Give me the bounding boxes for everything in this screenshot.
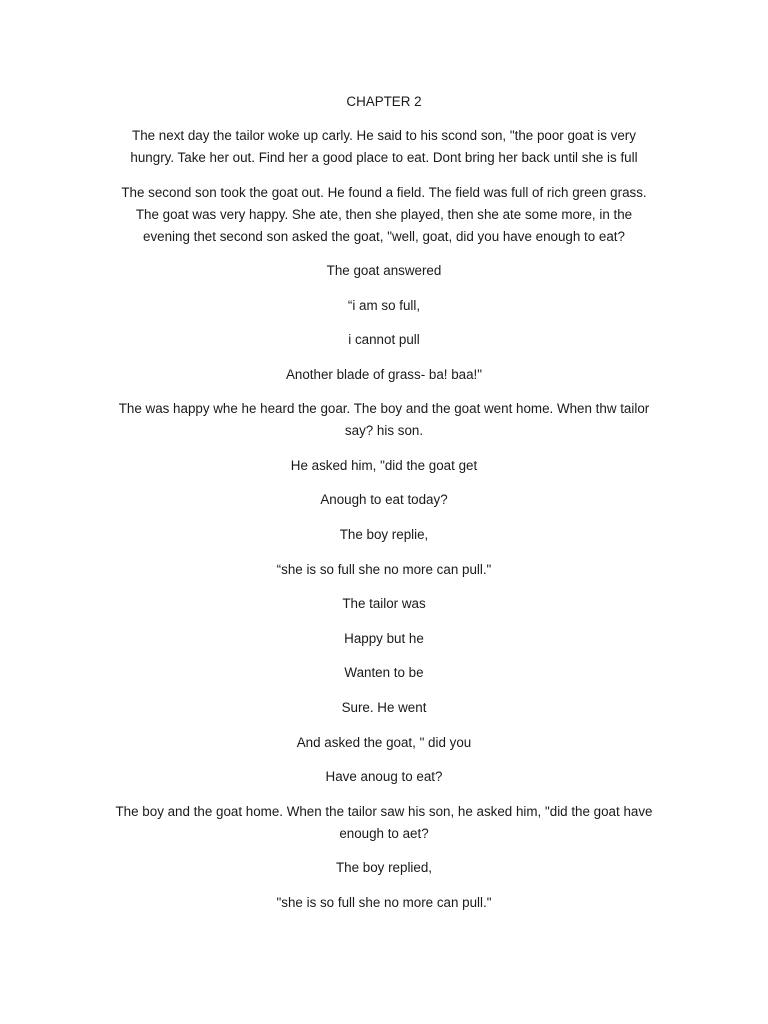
paragraph-18-line-2: enough to aet? [339, 826, 429, 841]
paragraph-19: The boy replied, [335, 860, 433, 875]
paragraph-3: The goat answered [326, 263, 442, 278]
paragraph-20: "she is so full she no more can pull." [276, 895, 492, 910]
paragraph-12: The tailor was [342, 596, 426, 611]
paragraph-1-line-1: The next day the tailor woke up carly. He said to his scond son, "the poor goat is very [132, 128, 636, 143]
paragraph-10: The boy replie, [339, 527, 429, 542]
paragraph-2-line-1: The second son took the goat out. He found a field. The field was full of rich green grass. [121, 185, 647, 200]
paragraph-9: Anough to eat today? [320, 492, 448, 507]
paragraph-1-line-2: hungry. Take her out. Find her a good place to eat. Dont bring her back until she is full [130, 150, 638, 165]
paragraph-11: “she is so full she no more can pull." [276, 562, 492, 577]
paragraph-16: And asked the goat, " did you [296, 735, 472, 750]
paragraph-2-line-2: The goat was very happy. She ate, then she played, then she ate some more, in the [135, 207, 633, 222]
paragraph-7-line-1: The was happy whe he heard the goar. The boy and the goat went home. When thw tailor [118, 401, 650, 416]
paragraph-18-line-1: The boy and the goat home. When the tailor saw his son, he asked him, "did the goat have [115, 804, 653, 819]
paragraph-17: Have anoug to eat? [325, 769, 443, 784]
paragraph-7-line-2: say? his son. [344, 423, 424, 438]
chapter-title: CHAPTER 2 [346, 94, 422, 109]
paragraph-5: i cannot pull [348, 332, 420, 347]
paragraph-15: Sure. He went [341, 700, 427, 715]
paragraph-8: He asked him, "did the goat get [290, 458, 478, 473]
paragraph-13: Happy but he [344, 631, 424, 646]
paragraph-14: Wanten to be [344, 665, 424, 680]
paragraph-2-line-3: evening thet second son asked the goat, "well, goat, did you have enough to eat? [143, 229, 625, 244]
paragraph-6: Another blade of grass- ba! baa!" [285, 367, 483, 382]
paragraph-4: “i am so full, [347, 298, 421, 313]
